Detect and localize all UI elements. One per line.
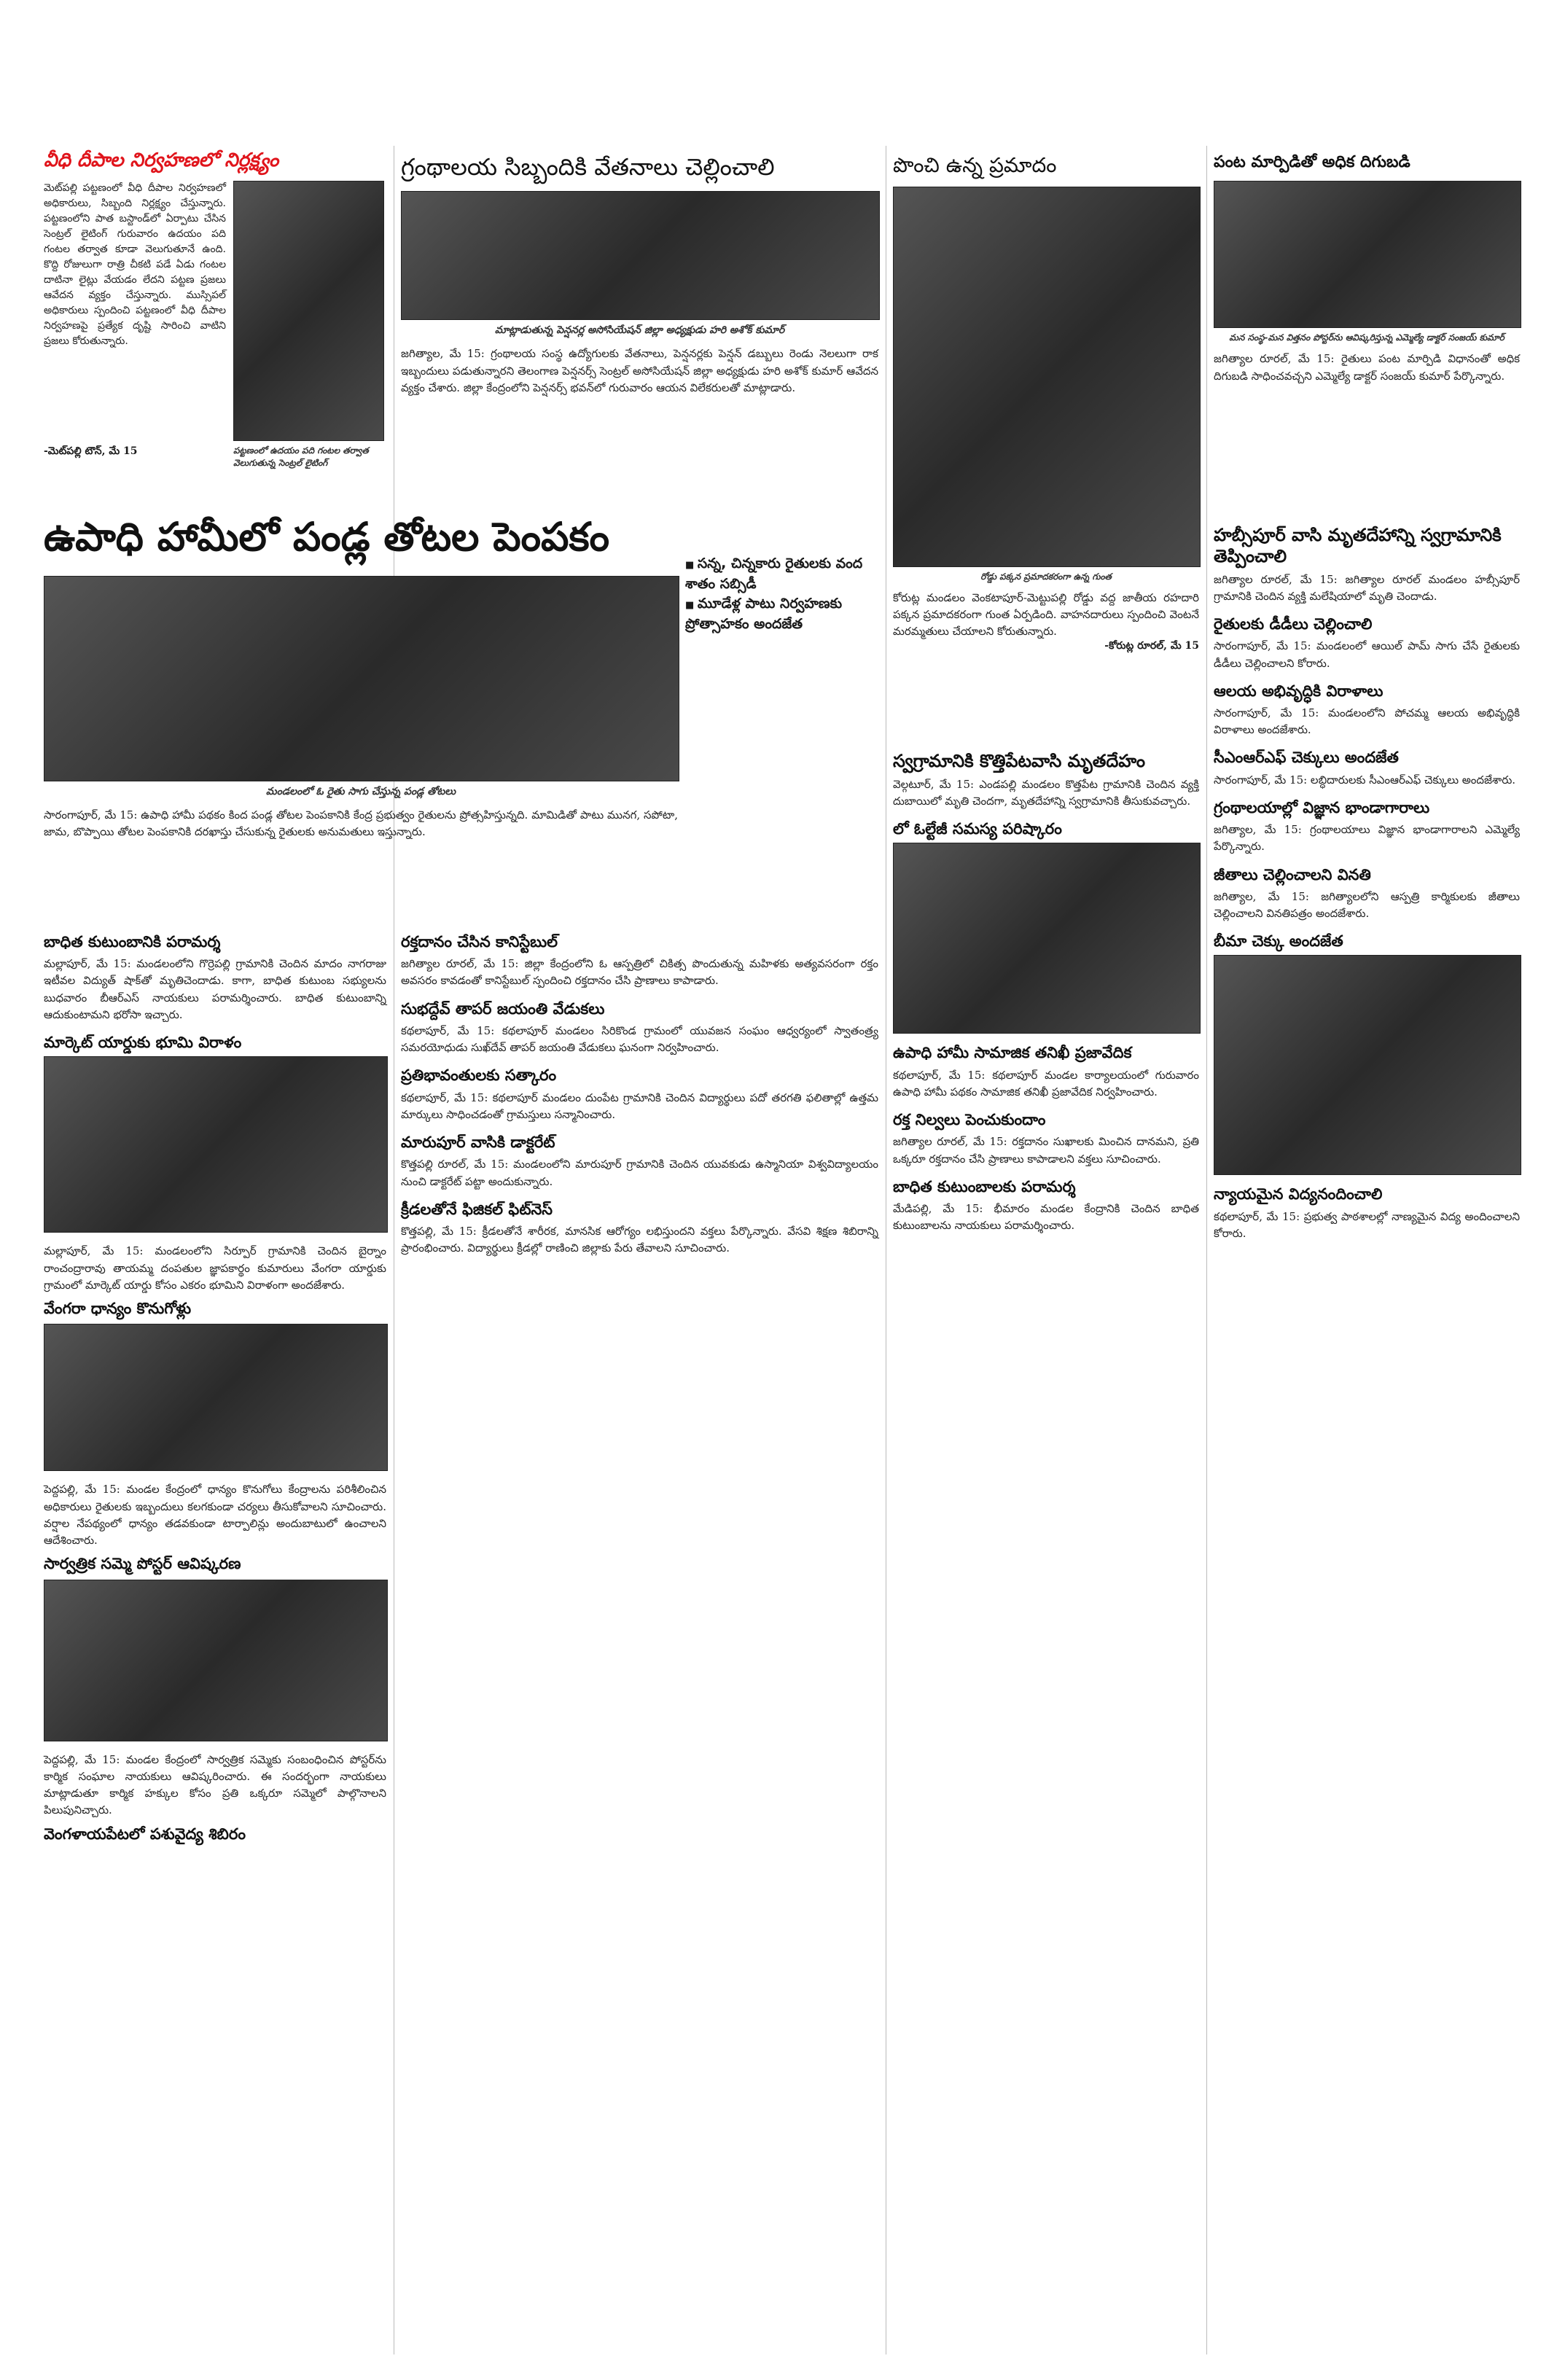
story-photo [1214,955,1521,1175]
story-headline: వెంగళాయపేటలో పశువైద్య శిబిరం [44,1825,246,1843]
story-vet-camp [44,1752,386,1843]
library-caption: మాట్లాడుతున్న పెన్షనర్ల అసోసియేషన్ జిల్లా అధ్యక్షుడు హరి అశోక్ కుమార్ [494,324,785,337]
col2-stories [401,933,878,1257]
story-photo [893,843,1201,1034]
story-body: మేడిపల్లి, మే 15: భీమారం మండల కేంద్రానికి చెందిన బాధిత కుటుంబాలను నాయకులు పరామర్శించారు. [893,1202,1199,1233]
story-headline: జీతాలు చెల్లించాలని వినతి [1214,865,1371,883]
story-grieving-family [44,933,386,1023]
story-quality-education [1214,1185,1520,1242]
story-social-audit [893,1044,1199,1101]
danger-caption: రోడ్డు పక్కన ప్రమాదకరంగా ఉన్న గుంత [980,571,1112,582]
column-rule [1206,146,1207,2354]
bullet-point: ■ మూడేళ్ల పాటు నిర్వహణకు ప్రోత్సాహకం అందజేత [685,594,882,634]
story-body: జగిత్యాల, మే 15: జగిత్యాలలోని ఆస్పత్రి కార్మికులకు జీతాలు చెల్లించాలని వినతిపత్రం అందజేశారు. [1214,889,1520,921]
lead-body: సారంగాపూర్, మే 15: ఉపాధి హామీ పథకం కింద పండ్ల తోటల పెంపకానికి కేంద్ర ప్రభుత్వం రైతులను ప్రోత్సహిస్తున్నది. మామిడితో పాటు మునగ, సపోటా, జామ, బొప్పాయి తోటల పెంపకానికి దరఖాస్తు చేసుకున్న రైతులకు అనుమతులు ఇస్తున్నారు. [44,808,678,839]
story-headline: సార్వత్రిక సమ్మె పోస్టర్ ఆవిష్కరణ [44,1555,241,1573]
story-body: కథలాపూర్, మే 15: ప్రభుత్వ పాఠశాలల్లో నాణ్యమైన విద్య అందించాలని కోరారు. [1214,1209,1520,1240]
streetlight-story [44,149,386,470]
danger-photo [893,187,1201,567]
story-body: జగిత్యాల రూరల్, మే 15: జగిత్యాల రూరల్ మండలం హబ్సీపూర్ గ్రామానికి చెందిన వ్యక్తి మలేషియాలో మృతి చెందాడు. [1214,572,1520,603]
story-felicitation [401,1066,878,1123]
story-body: మల్లాపూర్, మే 15: మండలంలోని గొర్రెపల్లి గ్రామానికి చెందిన మాదం నాగరాజు ఇటీవల విద్యుత్ షాక్‌తో మృతిచెందాడు. కాగా, బాధిత కుటుంబ సభ్యులను బుధవారం బీఆర్ఎస్ నాయకులు పరామర్శించారు. బాధిత కుటుంబాన్ని ఆదుకుంటామని భరోసా ఇచ్చారు. [44,957,386,1021]
lead-bullets [685,554,882,634]
story-cmrf-cheques [1214,749,1520,788]
crop-headline: పంట మార్పిడితో అధిక దిగుబడి [1214,153,1410,171]
story-fitness [401,1201,878,1257]
story-body: కథలాపూర్, మే 15: కథలాపూర్ మండల కార్యాలయంలో గురువారం ఉపాధి హామీ పథకం సామాజిక తనిఖీ ప్రజావేదిక నిర్వహించారు. [893,1068,1199,1099]
story-headline: బీమా చెక్కు అందజేత [1214,932,1343,951]
story-low-voltage [893,820,1199,1034]
library-photo [401,191,880,320]
streetlight-body: మెట్‌పల్లి పట్టణంలో వీధి దీపాల నిర్వహణలో అధికారులు, సిబ్బంది నిర్లక్ష్యం చేస్తున్నారు. పట్టణంలోని పాత బస్టాండ్‌లో ఏర్పాటు చేసిన సెంట్రల్ లైటింగ్ గురువారం ఉదయం పది గంటల తర్వాత కూడా వెలుగుతూనే ఉంది. కొద్ది రోజులుగా రాత్రి చీకటి పడే ఏడు గంటల దాటినా లైట్లు వేయడం లేదని పట్టణ ప్రజలు ఆవేదన వ్యక్తం చేస్తున్నారు. ముస్సిపల్ అధికారులు స్పందించి పట్టణంలో వీధి దీపాల నిర్వహణపై ప్రత్యేక దృష్టి సారించి వాటిని ప్రజలు కోరుతున్నారు. [44,182,226,348]
col3-stories [893,751,1199,1235]
story-headline: గ్రంథాలయాల్లో విజ్ఞాన భాండాగారాలు [1214,798,1430,816]
story-headline: ఆలయ అభివృద్ధికి విరాళాలు [1214,682,1384,700]
crop-story [1214,153,1520,385]
story-libraries [1214,799,1520,856]
danger-body: కోరుట్ల మండలం వెంకటాపూర్-మెట్టుపల్లి రోడ్డు వద్ద జాతీయ రహదారి పక్కన ప్రమాదకరంగా గుంత ఏర్పడింది. వాహనదారులు స్పందించి వెంటనే మరమ్మతులు చేయాలని కోరుతున్నారు. [893,590,1199,639]
lead-photo-block [44,576,678,841]
story-headline: సుభద్దేవ్ తాపర్ జయంతి వేడుకలు [401,999,605,1018]
story-blood-donation [401,933,878,990]
story-body: జగిత్యాల, మే 15: గ్రంథాలయాలు విజ్ఞాన భాండాగారాలని ఎమ్మెల్యే పేర్కొన్నారు. [1214,823,1520,854]
lead-photo-caption: మండలంలో ఓ రైతు సాగు చేస్తున్న పండ్ల తోటలు [265,786,456,797]
story-body: కథలాపూర్, మే 15: కథలాపూర్ మండలం సిరికొండ గ్రామంలో యువజన సంఘం ఆధ్వర్యంలో స్వాతంత్ర్య సమరయోధుడు సుఖ్‌దేవ్ తాపర్ జయంతి వేడుకలు ఘనంగా నిర్వహించారు. [401,1023,878,1055]
streetlight-signoff: -మెట్‌పల్లి టౌన్, మే 15 [44,445,138,458]
story-body: పెద్దపల్లి, మే 15: మండల కేంద్రంలో ధాన్యం కొనుగోలు కేంద్రాలను పరిశీలించిన అధికారులు రైతులకు ఇబ్బందులు కలగకుండా చర్యలు తీసుకోవాలని సూచించారు. వర్షాల నేపథ్యంలో ధాన్యం తడవకుండా టార్పాలిన్లు అందుబాటులో ఉంచాలని ఆదేశించారు. [44,1483,386,1548]
streetlight-headline: వీధి దీపాల నిర్వహణలో నిర్లక్ష్యం [44,149,279,171]
story-body: వెల్గటూర్, మే 15: ఎండపల్లి మండలం కొత్తపేట గ్రామానికి చెందిన వ్యక్తి దుబాయిలో మృతి చెందగా, మృతదేహాన్ని స్వగ్రామానికి తీసుకువచ్చారు. [893,777,1199,808]
story-salary-plea [1214,866,1520,923]
story-photo [44,1056,388,1233]
library-headline: గ్రంథాలయ సిబ్బందికి వేతనాలు చెల్లించాలి [401,153,775,181]
crop-caption: మన సంస్థ-మన విత్తనం పోస్టర్‌ను ఆవిష్కరిస్తున్న ఎమ్మెల్యే డాక్టర్ సంజయ్ కుమార్ [1229,332,1505,343]
story-headline: లో ఓల్టేజీ సమస్య పరిష్కారం [893,820,1062,838]
library-story [401,153,878,397]
danger-signoff: -కోరుట్ల రూరల్, మే 15 [1104,640,1199,652]
story-headline: రైతులకు డీడీలు చెల్లించాలి [1214,615,1373,633]
story-headline: హబ్సీపూర్ వాసి మృతదేహాన్ని స్వగ్రామానికి తెప్పించాలి [1214,525,1502,566]
story-headline: న్యాయమైన విద్యనందించాలి [1214,1185,1383,1203]
library-body: జగిత్యాల, మే 15: గ్రంథాలయ సంస్థ ఉద్యోగులకు వేతనాలు, పెన్షనర్లకు పెన్షన్ డబ్బులు రెండు నెలలుగా రాక ఇబ్బందులు పడుతున్నారని తెలంగాణ పెన్షనర్స్ సెంట్రల్ అసోసియేషన్ జిల్లా అధ్యక్షుడు హరి అశోక్ కుమార్ ఆవేదన వ్యక్తం చేశారు. జిల్లా కేంద్రంలోని పెన్షనర్స్ భవన్‌లో గురువారం ఆయన విలేకరులతో మాట్లాడారు. [401,347,878,394]
streetlight-photo [233,181,384,441]
story-body-repatriation [893,751,1199,810]
story-strike-poster [44,1481,386,1741]
story-body: సారంగాపూర్, మే 15: మండలంలో ఆయిల్ పామ్ సాగు చేసే రైతులకు డీడీలు చెల్లించాలని కోరారు. [1214,639,1520,670]
danger-story [893,153,1199,654]
story-headline: సీఎంఆర్‌ఎఫ్ చెక్కులు అందజేత [1214,749,1399,767]
story-body: కొత్తపల్లి రూరల్, మే 15: మండలంలోని మారుపూర్ గ్రామానికి చెందిన యువకుడు ఉస్మానియా విశ్వవిద్యాలయం నుంచి డాక్టరేట్ పట్టా అందుకున్నారు. [401,1158,878,1188]
streetlight-caption: పట్టణంలో ఉదయం పది గంటల తర్వాత వెలుగుతున్న సెంట్రల్ లైటింగ్ [233,445,369,469]
lead-headline: ఉపాధి హామీలో పండ్ల తోటల పెంపకం [44,514,609,560]
story-body: పెద్దపల్లి, మే 15: మండల కేంద్రంలో సార్వత్రిక సమ్మెకు సంబంధించిన పోస్టర్‌ను కార్మిక సంఘాల నాయకులు ఆవిష్కరించారు. ఈ సందర్భంగా నాయకులు మాట్లాడుతూ కార్మిక హక్కుల కోసం ప్రతి ఒక్కరూ సమ్మెలో పాల్గొనాలని పిలుపునిచ్చారు. [44,1752,386,1817]
story-sukhdev-jayanti [401,1000,878,1057]
story-farmer-dd [1214,615,1520,672]
story-body: సారంగాపూర్, మే 15: మండలంలోని పోచమ్మ ఆలయ అభివృద్ధికి విరాళాలు అందజేశారు. [1214,706,1520,737]
bullet-point: ■ సన్న, చిన్నకారు రైతులకు వంద శాతం సబ్సిడీ [685,554,882,594]
story-headline: ప్రతిభావంతులకు సత్కారం [401,1066,557,1085]
story-headline: రక్త నిల్వలు పెంచుకుందాం [893,1111,1046,1129]
story-body: మల్లాపూర్, మే 15: మండలంలోని సిర్పూర్ గ్రామానికి చెందిన బైర్నాం రాంచంద్రారావు తాయమ్మ దంపతుల జ్ఞాపకార్థం కుమారులు వేంగరా యార్డుకు గ్రామంలో మార్కెట్ యార్డు కోసం ఎకరం భూమిని విరాళంగా అందజేశారు. [44,1244,386,1292]
story-headline: మారుపూర్ వాసికి డాక్టరేట్ [401,1134,555,1152]
story-headline: క్రీడలతోనే ఫిజికల్ ఫిట్‌నెస్ [401,1200,553,1218]
story-grain-purchase [44,1243,386,1471]
crop-body: జగిత్యాల రూరల్, మే 15: రైతులు పంట మార్పిడి విధానంతో అధిక దిగుబడి సాధించవచ్చని ఎమ్మెల్యే డాక్టర్ సంజయ్ కుమార్ పేర్కొన్నారు. [1214,352,1520,383]
story-headline: స్వగ్రామానికి కొత్తిపేటవాసి మృతదేహం [893,751,1146,771]
col4-stories [1214,525,1520,1242]
story-condolence [893,1178,1199,1235]
story-photo [44,1324,388,1471]
col1-stories [44,933,386,1843]
story-body: కథలాపూర్, మే 15: కథలాపూర్ మండలం దుంపేట గ్రామానికి చెందిన విద్యార్థులు పదో తరగతి ఫలితాల్లో ఉత్తమ మార్కులు సాధించడంతో గ్రామస్తులు సన్మానించారు. [401,1090,878,1121]
story-body: కొత్తపల్లి, మే 15: క్రీడలతోనే శారీరక, మానసిక ఆరోగ్యం లభిస్తుందని వక్తలు పేర్కొన్నారు. వేసవి శిక్షణ శిబిరాన్ని ప్రారంభించారు. విద్యార్థులు క్రీడల్లో రాణించి జిల్లాకు పేరు తేవాలని సూచించారు. [401,1224,878,1255]
story-headline: బాధిత కుటుంబానికి పరామర్శ [44,933,221,951]
lead-photo [44,576,679,781]
story-blood-reserves [893,1111,1199,1168]
story-insurance-cheque [1214,932,1520,1175]
story-headline: రక్తదానం చేసిన కానిస్టేబుల్ [401,933,558,951]
story-market-land [44,1034,386,1233]
story-body: జగిత్యాల రూరల్, మే 15: రక్తదానం సుఖాలకు మించిన దానమని, ప్రతి ఒక్కరూ రక్తదానం చేసి ప్రాణాలు కాపాడాలని వక్తలు సూచించారు. [893,1135,1199,1166]
story-habsipur [1214,525,1520,605]
story-body: సారంగాపూర్, మే 15: లబ్ధిదారులకు సీఎంఆర్‌ఎఫ్ చెక్కులు అందజేశారు. [1214,773,1516,787]
story-headline: మార్కెట్ యార్డుకు భూమి విరాళం [44,1034,242,1052]
story-doctorate [401,1134,878,1190]
crop-photo [1214,181,1521,328]
story-headline: బాధిత కుటుంబాలకు పరామర్శ [893,1177,1076,1195]
story-temple-donation [1214,682,1520,739]
story-headline: వేంగరా ధాన్యం కొనుగోళ్లు [44,1300,192,1318]
story-photo [44,1580,388,1741]
danger-headline: పొంచి ఉన్న ప్రమాదం [893,153,1057,177]
story-headline: ఉపాధి హామీ సామాజిక తనిఖీ ప్రజావేదిక [893,1044,1132,1062]
story-body: జగిత్యాల రూరల్, మే 15: జిల్లా కేంద్రంలోని ఓ ఆస్పత్రిలో చికిత్స పొందుతున్న మహిళకు అత్యవసరంగా రక్తం అవసరం కావడంతో కానిస్టేబుల్ స్పందించి రక్తదానం చేసి ప్రాణాలు కాపాడారు. [401,957,878,988]
